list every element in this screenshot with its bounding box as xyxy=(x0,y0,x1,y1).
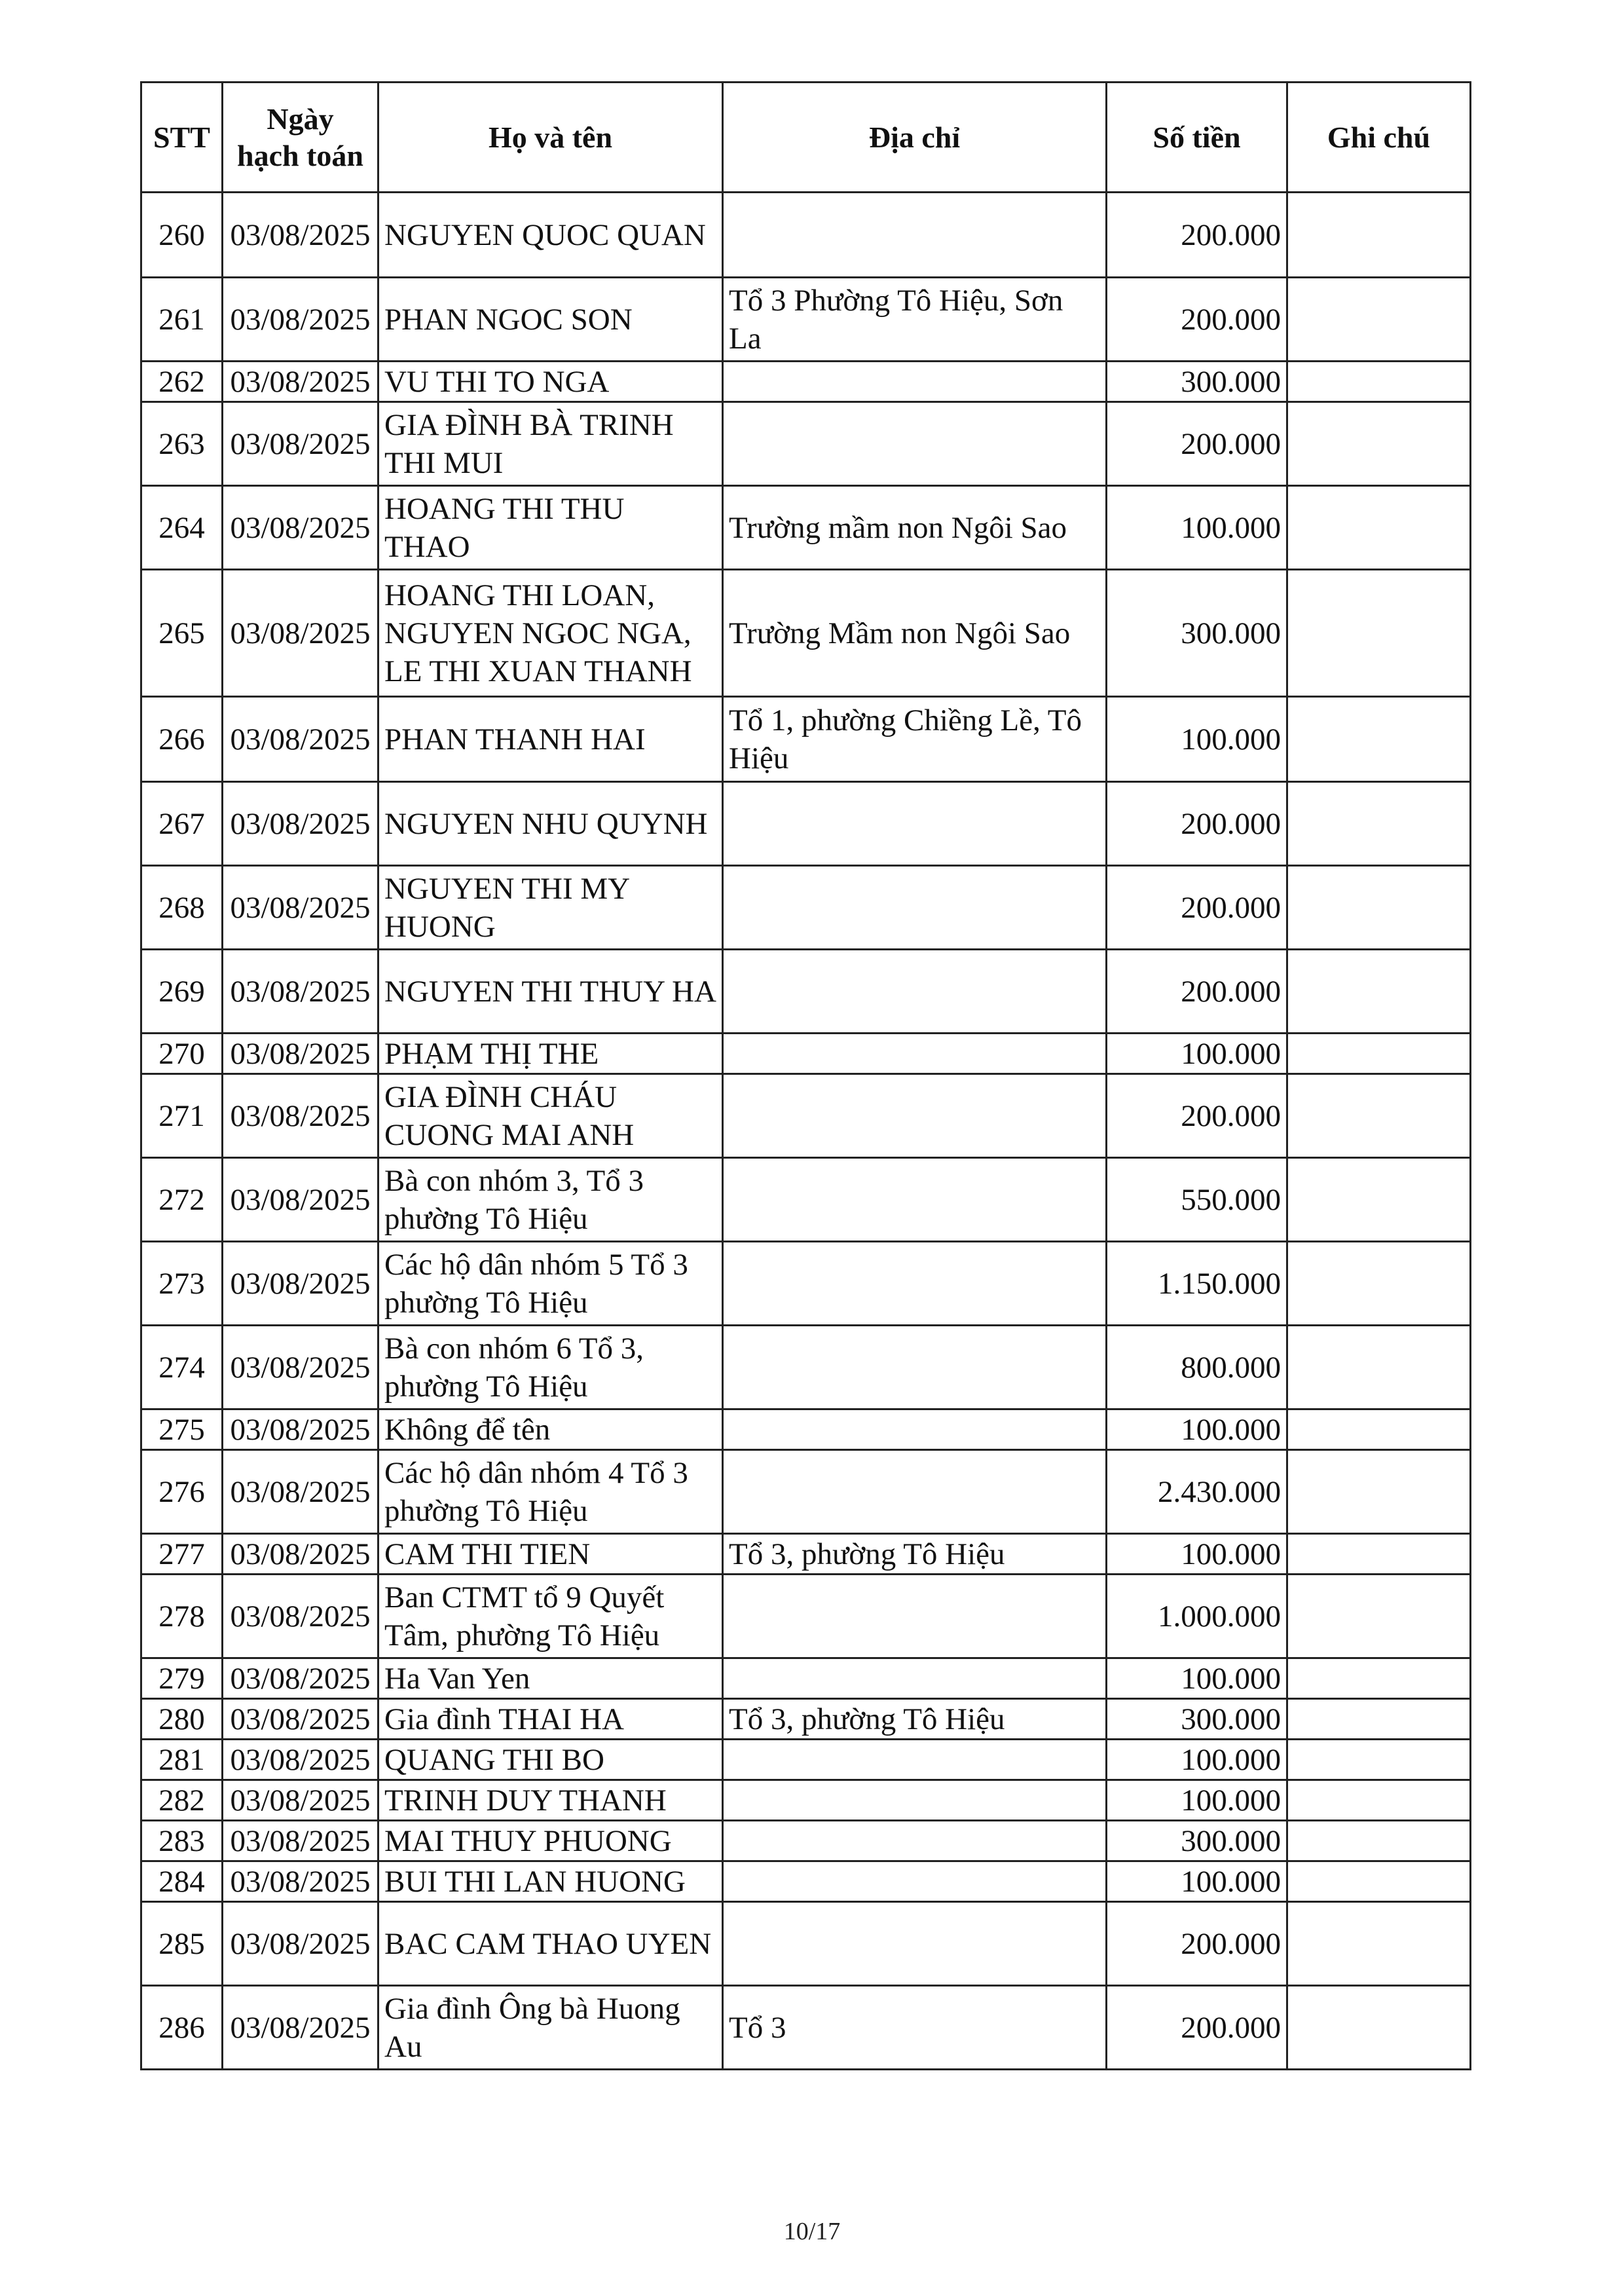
cell-address: Tổ 3 Phường Tô Hiệu, Sơn La xyxy=(723,278,1107,362)
cell-name: BUI THI LAN HUONG xyxy=(378,1861,723,1902)
cell-amount: 300.000 xyxy=(1107,1699,1287,1740)
cell-note xyxy=(1287,193,1471,278)
cell-address xyxy=(723,1780,1107,1821)
cell-amount: 200.000 xyxy=(1107,782,1287,866)
cell-date: 03/08/2025 xyxy=(223,1534,378,1575)
cell-amount: 100.000 xyxy=(1107,1740,1287,1780)
cell-amount: 300.000 xyxy=(1107,570,1287,697)
cell-stt: 275 xyxy=(141,1409,223,1450)
cell-date: 03/08/2025 xyxy=(223,950,378,1034)
cell-stt: 268 xyxy=(141,866,223,950)
cell-amount: 100.000 xyxy=(1107,1409,1287,1450)
cell-name: Bà con nhóm 3, Tổ 3 phường Tô Hiệu xyxy=(378,1158,723,1242)
cell-stt: 282 xyxy=(141,1780,223,1821)
cell-amount: 200.000 xyxy=(1107,193,1287,278)
cell-date: 03/08/2025 xyxy=(223,1861,378,1902)
cell-stt: 265 xyxy=(141,570,223,697)
table-row xyxy=(141,1780,1471,1821)
cell-date: 03/08/2025 xyxy=(223,1575,378,1658)
cell-address xyxy=(723,1821,1107,1861)
cell-name: Gia đình Ông bà Huong Au xyxy=(378,1986,723,2070)
table-row xyxy=(141,1450,1471,1534)
cell-stt: 276 xyxy=(141,1450,223,1534)
table-row xyxy=(141,1699,1471,1740)
cell-amount: 200.000 xyxy=(1107,950,1287,1034)
cell-name: NGUYEN QUOC QUAN xyxy=(378,193,723,278)
cell-date: 03/08/2025 xyxy=(223,402,378,486)
cell-address: Tổ 1, phường Chiềng Lề, Tô Hiệu xyxy=(723,697,1107,782)
cell-name: Không để tên xyxy=(378,1409,723,1450)
cell-date: 03/08/2025 xyxy=(223,1326,378,1409)
cell-date: 03/08/2025 xyxy=(223,1409,378,1450)
cell-address xyxy=(723,1658,1107,1699)
cell-note xyxy=(1287,570,1471,697)
header-address: Địa chỉ xyxy=(723,83,1107,193)
cell-name: QUANG THI BO xyxy=(378,1740,723,1780)
cell-name: NGUYEN THI MY HUONG xyxy=(378,866,723,950)
cell-note xyxy=(1287,866,1471,950)
cell-amount: 200.000 xyxy=(1107,1074,1287,1158)
cell-name: MAI THUY PHUONG xyxy=(378,1821,723,1861)
cell-note xyxy=(1287,1658,1471,1699)
cell-stt: 272 xyxy=(141,1158,223,1242)
cell-date: 03/08/2025 xyxy=(223,1699,378,1740)
cell-name: PHAN NGOC SON xyxy=(378,278,723,362)
cell-date: 03/08/2025 xyxy=(223,1780,378,1821)
cell-amount: 100.000 xyxy=(1107,697,1287,782)
table-row xyxy=(141,1575,1471,1658)
cell-note xyxy=(1287,1450,1471,1534)
cell-stt: 261 xyxy=(141,278,223,362)
cell-name: Gia đình THAI HA xyxy=(378,1699,723,1740)
cell-note xyxy=(1287,950,1471,1034)
cell-note xyxy=(1287,362,1471,402)
cell-address xyxy=(723,1575,1107,1658)
cell-address xyxy=(723,1158,1107,1242)
cell-date: 03/08/2025 xyxy=(223,1902,378,1986)
cell-address xyxy=(723,1450,1107,1534)
cell-note xyxy=(1287,1986,1471,2070)
cell-date: 03/08/2025 xyxy=(223,1658,378,1699)
cell-amount: 100.000 xyxy=(1107,486,1287,570)
cell-stt: 270 xyxy=(141,1034,223,1074)
cell-name: HOANG THI LOAN, NGUYEN NGOC NGA, LE THI XUAN THANH xyxy=(378,570,723,697)
cell-note xyxy=(1287,402,1471,486)
cell-date: 03/08/2025 xyxy=(223,782,378,866)
header-amount: Số tiền xyxy=(1107,83,1287,193)
cell-note xyxy=(1287,1158,1471,1242)
cell-name: NGUYEN THI THUY HA xyxy=(378,950,723,1034)
cell-stt: 284 xyxy=(141,1861,223,1902)
header-stt: STT xyxy=(141,83,223,193)
cell-amount: 200.000 xyxy=(1107,866,1287,950)
cell-amount: 100.000 xyxy=(1107,1780,1287,1821)
cell-note xyxy=(1287,1326,1471,1409)
cell-name: CAM THI TIEN xyxy=(378,1534,723,1575)
cell-note xyxy=(1287,1242,1471,1326)
cell-note xyxy=(1287,1409,1471,1450)
cell-address xyxy=(723,1326,1107,1409)
cell-name: Ban CTMT tổ 9 Quyết Tâm, phường Tô Hiệu xyxy=(378,1575,723,1658)
cell-stt: 273 xyxy=(141,1242,223,1326)
cell-stt: 262 xyxy=(141,362,223,402)
cell-amount: 1.000.000 xyxy=(1107,1575,1287,1658)
table-row xyxy=(141,1986,1471,2070)
header-date xyxy=(223,83,378,193)
table-row xyxy=(141,486,1471,570)
cell-date: 03/08/2025 xyxy=(223,1074,378,1158)
cell-date: 03/08/2025 xyxy=(223,1242,378,1326)
cell-name: GIA ĐÌNH BÀ TRINH THI MUI xyxy=(378,402,723,486)
cell-address: Trường Mầm non Ngôi Sao xyxy=(723,570,1107,697)
table-row xyxy=(141,1658,1471,1699)
cell-stt: 281 xyxy=(141,1740,223,1780)
cell-address xyxy=(723,1242,1107,1326)
cell-address xyxy=(723,362,1107,402)
table-row xyxy=(141,362,1471,402)
cell-date: 03/08/2025 xyxy=(223,866,378,950)
cell-address xyxy=(723,1034,1107,1074)
table-row xyxy=(141,950,1471,1034)
cell-date: 03/08/2025 xyxy=(223,486,378,570)
cell-stt: 277 xyxy=(141,1534,223,1575)
cell-note xyxy=(1287,1534,1471,1575)
table-body xyxy=(141,193,1471,2070)
cell-address xyxy=(723,193,1107,278)
cell-amount: 100.000 xyxy=(1107,1034,1287,1074)
table-row xyxy=(141,1074,1471,1158)
cell-date: 03/08/2025 xyxy=(223,1986,378,2070)
cell-note xyxy=(1287,1575,1471,1658)
cell-name: Ha Van Yen xyxy=(378,1658,723,1699)
cell-amount: 200.000 xyxy=(1107,1986,1287,2070)
cell-note xyxy=(1287,1861,1471,1902)
cell-address xyxy=(723,1409,1107,1450)
cell-address: Tổ 3 xyxy=(723,1986,1107,2070)
table-row xyxy=(141,782,1471,866)
table-row xyxy=(141,193,1471,278)
cell-address xyxy=(723,950,1107,1034)
page-number: 10/17 xyxy=(783,2218,841,2245)
cell-stt: 263 xyxy=(141,402,223,486)
cell-date: 03/08/2025 xyxy=(223,193,378,278)
table-row xyxy=(141,570,1471,697)
cell-date: 03/08/2025 xyxy=(223,1034,378,1074)
cell-amount: 100.000 xyxy=(1107,1534,1287,1575)
cell-amount: 200.000 xyxy=(1107,1902,1287,1986)
cell-stt: 267 xyxy=(141,782,223,866)
cell-stt: 283 xyxy=(141,1821,223,1861)
cell-note xyxy=(1287,1780,1471,1821)
cell-address xyxy=(723,866,1107,950)
cell-date: 03/08/2025 xyxy=(223,1740,378,1780)
cell-stt: 260 xyxy=(141,193,223,278)
cell-stt: 269 xyxy=(141,950,223,1034)
cell-amount: 800.000 xyxy=(1107,1326,1287,1409)
header-date-line2: hạch toán xyxy=(237,138,363,172)
cell-note xyxy=(1287,1740,1471,1780)
cell-note xyxy=(1287,1034,1471,1074)
cell-stt: 266 xyxy=(141,697,223,782)
table-row xyxy=(141,1158,1471,1242)
table-row xyxy=(141,1902,1471,1986)
cell-name: HOANG THI THU THAO xyxy=(378,486,723,570)
cell-stt: 278 xyxy=(141,1575,223,1658)
table-header-row xyxy=(141,83,1471,193)
table-row xyxy=(141,866,1471,950)
cell-date: 03/08/2025 xyxy=(223,1450,378,1534)
cell-amount: 2.430.000 xyxy=(1107,1450,1287,1534)
cell-amount: 200.000 xyxy=(1107,402,1287,486)
cell-amount: 550.000 xyxy=(1107,1158,1287,1242)
cell-name: Các hộ dân nhóm 5 Tổ 3 phường Tô Hiệu xyxy=(378,1242,723,1326)
cell-name: PHAN THANH HAI xyxy=(378,697,723,782)
cell-note xyxy=(1287,782,1471,866)
cell-amount: 300.000 xyxy=(1107,362,1287,402)
cell-date: 03/08/2025 xyxy=(223,697,378,782)
cell-address xyxy=(723,1861,1107,1902)
cell-note xyxy=(1287,1699,1471,1740)
cell-stt: 286 xyxy=(141,1986,223,2070)
header-name: Họ và tên xyxy=(378,83,723,193)
cell-name: NGUYEN NHU QUYNH xyxy=(378,782,723,866)
cell-date: 03/08/2025 xyxy=(223,362,378,402)
header-note: Ghi chú xyxy=(1287,83,1471,193)
cell-amount: 100.000 xyxy=(1107,1861,1287,1902)
cell-date: 03/08/2025 xyxy=(223,278,378,362)
cell-stt: 271 xyxy=(141,1074,223,1158)
table-row xyxy=(141,1740,1471,1780)
cell-stt: 264 xyxy=(141,486,223,570)
cell-name: Bà con nhóm 6 Tổ 3, phường Tô Hiệu xyxy=(378,1326,723,1409)
cell-amount: 100.000 xyxy=(1107,1658,1287,1699)
cell-name: Các hộ dân nhóm 4 Tổ 3 phường Tô Hiệu xyxy=(378,1450,723,1534)
cell-name: VU THI TO NGA xyxy=(378,362,723,402)
table-row xyxy=(141,1821,1471,1861)
table-row xyxy=(141,1034,1471,1074)
cell-address xyxy=(723,1074,1107,1158)
cell-amount: 200.000 xyxy=(1107,278,1287,362)
cell-stt: 285 xyxy=(141,1902,223,1986)
cell-address: Tổ 3, phường Tô Hiệu xyxy=(723,1699,1107,1740)
cell-stt: 279 xyxy=(141,1658,223,1699)
cell-note xyxy=(1287,1821,1471,1861)
table-row xyxy=(141,1861,1471,1902)
cell-address xyxy=(723,782,1107,866)
cell-amount: 300.000 xyxy=(1107,1821,1287,1861)
cell-stt: 274 xyxy=(141,1326,223,1409)
cell-date: 03/08/2025 xyxy=(223,570,378,697)
cell-address xyxy=(723,402,1107,486)
cell-address: Tổ 3, phường Tô Hiệu xyxy=(723,1534,1107,1575)
table-row xyxy=(141,278,1471,362)
cell-amount: 1.150.000 xyxy=(1107,1242,1287,1326)
cell-note xyxy=(1287,697,1471,782)
cell-date: 03/08/2025 xyxy=(223,1158,378,1242)
cell-stt: 280 xyxy=(141,1699,223,1740)
table-row xyxy=(141,1242,1471,1326)
cell-name: GIA ĐÌNH CHÁU CUONG MAI ANH xyxy=(378,1074,723,1158)
table-row xyxy=(141,1326,1471,1409)
table-row xyxy=(141,402,1471,486)
cell-address: Trường mầm non Ngôi Sao xyxy=(723,486,1107,570)
cell-note xyxy=(1287,486,1471,570)
donation-ledger-table xyxy=(140,81,1471,2070)
cell-address xyxy=(723,1740,1107,1780)
cell-note xyxy=(1287,1074,1471,1158)
cell-note xyxy=(1287,278,1471,362)
cell-name: TRINH DUY THANH xyxy=(378,1780,723,1821)
cell-date: 03/08/2025 xyxy=(223,1821,378,1861)
table-row xyxy=(141,697,1471,782)
header-date-line1: Ngày xyxy=(267,102,334,136)
table-row xyxy=(141,1409,1471,1450)
cell-name: PHẠM THỊ THE xyxy=(378,1034,723,1074)
table-row xyxy=(141,1534,1471,1575)
cell-address xyxy=(723,1902,1107,1986)
cell-name: BAC CAM THAO UYEN xyxy=(378,1902,723,1986)
cell-note xyxy=(1287,1902,1471,1986)
